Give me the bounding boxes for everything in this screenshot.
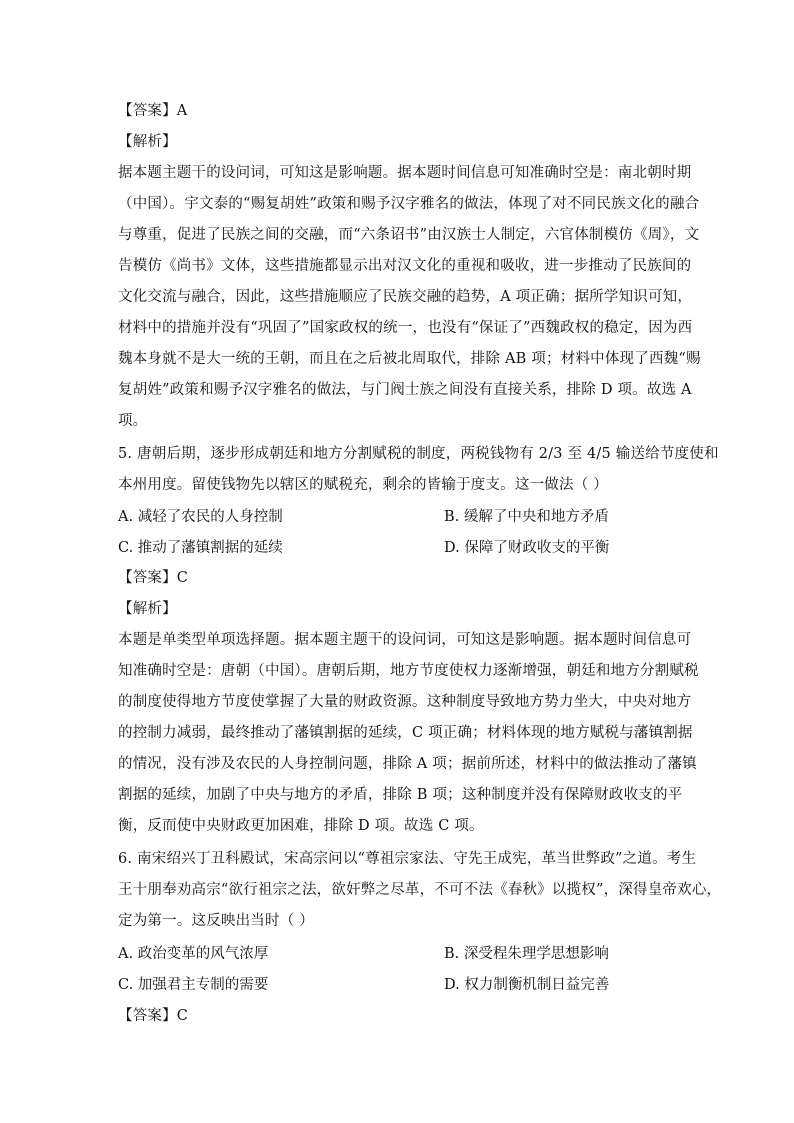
q6-answer: 【答案】C (118, 1008, 189, 1024)
q6-stem-line: 6. 南宋绍兴丁丑科殿试，宋高宗问以“尊祖宗家法、守先王成宪，革当世弊政”之道。考生 (118, 851, 697, 867)
q6-option-a: A. 政治变革的风气浓厚 (118, 946, 269, 962)
q6-option-c: C. 加强君主专制的需要 (118, 977, 269, 993)
q5-analysis-heading: 【解析】 (118, 601, 177, 617)
q4-analysis-line: 文化交流与融合，因此，这些措施顺应了民族交融的趋势，A 项正确；据所学知识可知， (118, 289, 693, 305)
q4-answer: 【答案】A (118, 103, 188, 119)
q4-analysis-line: 与尊重，促进了民族之间的交融，而“六条诏书”由汉族士人制定，六官体制模仿《周》，文 (118, 227, 700, 243)
q5-analysis-line: 衡，反而使中央财政更加困难，排除 D 项。故选 C 项。 (118, 818, 484, 834)
q6-option-b: B. 深受程朱理学思想影响 (444, 946, 609, 962)
q4-analysis-line: 魏本身就不是大一统的王朝，而且在之后被北周取代，排除 AB 项；材料中体现了西魏“赐 (118, 351, 701, 367)
q6-stem-line: 定为第一。这反映出当时（ ） (118, 913, 314, 929)
q6-option-d: D. 权力制衡机制日益完善 (444, 977, 610, 993)
q5-option-c: C. 推动了藩镇割据的延续 (118, 540, 283, 556)
q4-analysis-heading: 【解析】 (118, 134, 177, 150)
q5-stem-line: 5. 唐朝后期，逐步形成朝廷和地方分割赋税的制度，两税钱物有 2/3 至 4/5 输送给节度使和 (118, 446, 719, 462)
q4-analysis-line: 据本题主题干的设问词，可知这是影响题。据本题时间信息可知准确时空是：南北朝时期 (118, 165, 692, 181)
q5-option-d: D. 保障了财政收支的平衡 (444, 540, 610, 556)
q5-stem-line: 本州用度。留使钱物先以辖区的赋税充，剩余的皆输于度支。这一做法（ ） (118, 477, 608, 493)
q5-analysis-line: 割据的延续，加剧了中央与地方的矛盾，排除 B 项；这种制度并没有保障财政收支的平 (118, 787, 683, 803)
q5-analysis-line: 的情况，没有涉及农民的人身控制问题，排除 A 项；据前所述，材料中的做法推动了藩镇 (118, 756, 697, 772)
q5-answer: 【答案】C (118, 570, 189, 586)
q4-analysis-line: 告模仿《尚书》文体，这些措施都显示出对汉文化的重视和吸收，进一步推动了民族间的 (118, 258, 692, 274)
q5-option-b: B. 缓解了中央和地方矛盾 (444, 509, 609, 525)
q6-stem-line: 王十朋奉劝高宗“欲行祖宗之法，欲奸弊之尽革，不可不法《春秋》以揽权”，深得皇帝欢心， (118, 882, 722, 898)
q4-analysis-line: 项。 (118, 413, 148, 429)
q4-analysis-line: 材料中的措施并没有“巩固了”国家政权的统一，也没有“保证了”西魏政权的稳定，因为西 (118, 320, 693, 336)
q5-analysis-line: 的控制力减弱，最终推动了藩镇割据的延续，C 项正确；材料体现的地方赋税与藩镇割据 (118, 725, 693, 741)
q5-analysis-line: 本题是单类型单项选择题。据本题主题干的设问词，可知这是影响题。据本题时间信息可 (118, 632, 692, 648)
q4-analysis-line: 复胡姓”政策和赐予汉字雅名的做法，与门阀士族之间没有直接关系，排除 D 项。故选 A (118, 382, 692, 398)
q4-analysis-line: （中国）。宇文泰的“赐复胡姓”政策和赐予汉字雅名的做法，体现了对不同民族文化的融合 (118, 196, 700, 212)
q5-analysis-line: 的制度使得地方节度使掌握了大量的财政资源。这种制度导致地方势力坐大，中央对地方 (118, 694, 692, 710)
q5-analysis-line: 知准确时空是：唐朝（中国）。唐朝后期，地方节度使权力逐渐增强，朝廷和地方分割赋税 (118, 663, 699, 679)
q5-option-a: A. 减轻了农民的人身控制 (118, 509, 283, 525)
